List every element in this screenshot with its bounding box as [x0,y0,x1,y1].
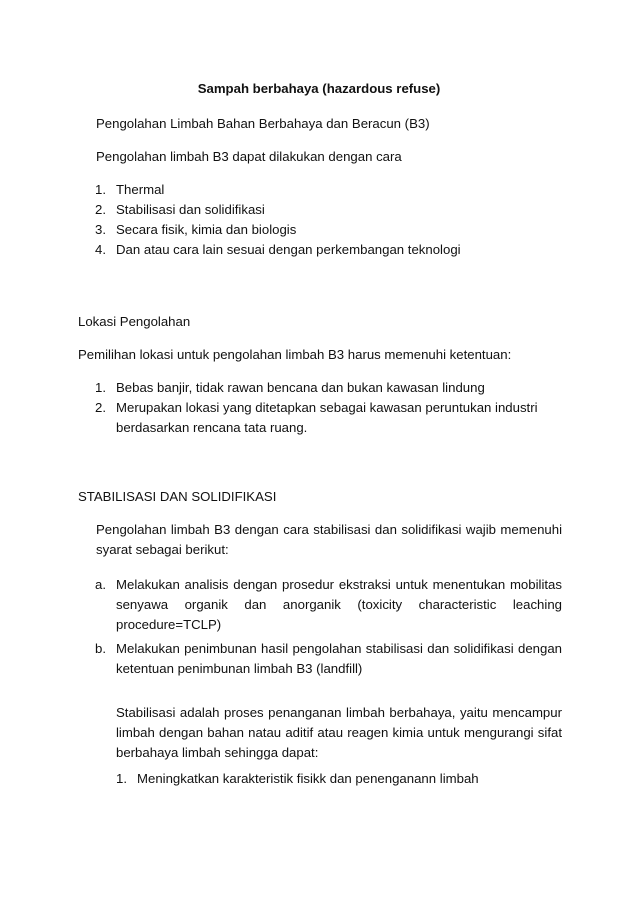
list-item: b. Melakukan penimbunan hasil pengolahan stabilisasi dan solidifikasi dengan ketentuan penimbunan limbah B3 (landfill) [95,641,562,676]
list-item: 2. Stabilisasi dan solidifikasi [95,202,265,217]
list-item: 1. Bebas banjir, tidak rawan bencana dan bukan kawasan lindung [95,380,485,395]
section-heading-b3: Pengolahan Limbah Bahan Berbahaya dan Beracun (B3) [96,116,430,131]
list-item: 3. Secara fisik, kimia dan biologis [95,222,297,237]
list-item: a. Melakukan analisis dengan prosedur ekstraksi untuk menentukan mobilitas senyawa organik dan anorganik (toxicity characteristic leaching procedure=TCLP) [95,577,562,632]
list-item: 1. Thermal [95,182,165,197]
document-title: Sampah berbahaya (hazardous refuse) [197,81,441,96]
section-intro-stabilisasi: Pengolahan limbah B3 dengan cara stabilisasi dan solidifikasi wajib memenuhi syarat sebagai berikut: [96,522,562,557]
requirement-list [95,575,562,683]
section-intro-lokasi: Pemilihan lokasi untuk pengolahan limbah B3 harus memenuhi ketentuan: [78,347,512,362]
stabilisasi-sub-list [116,769,562,789]
stabilisasi-paragraph: Stabilisasi adalah proses penanganan limbah berbahaya, yaitu mencampur limbah dengan bahan natau aditif atau reagen kimia untuk mengurangi sifat berbahaya limbah sehingga dapat: [116,705,562,760]
list-item: 2. Merupakan lokasi yang ditetapkan sebagai kawasan peruntukan industri berdasarkan rencana tata ruang. [95,400,538,435]
section-intro-b3: Pengolahan limbah B3 dapat dilakukan dengan cara [96,149,402,164]
section-heading-stabilisasi: STABILISASI DAN SOLIDIFIKASI [78,489,277,504]
method-list [95,180,565,260]
location-list [95,378,565,438]
section-heading-lokasi: Lokasi Pengolahan [78,314,191,329]
list-item: 4. Dan atau cara lain sesuai dengan perkembangan teknologi [95,242,461,257]
list-item: 1. Meningkatkan karakteristik fisikk dan penenganann limbah [116,771,479,786]
